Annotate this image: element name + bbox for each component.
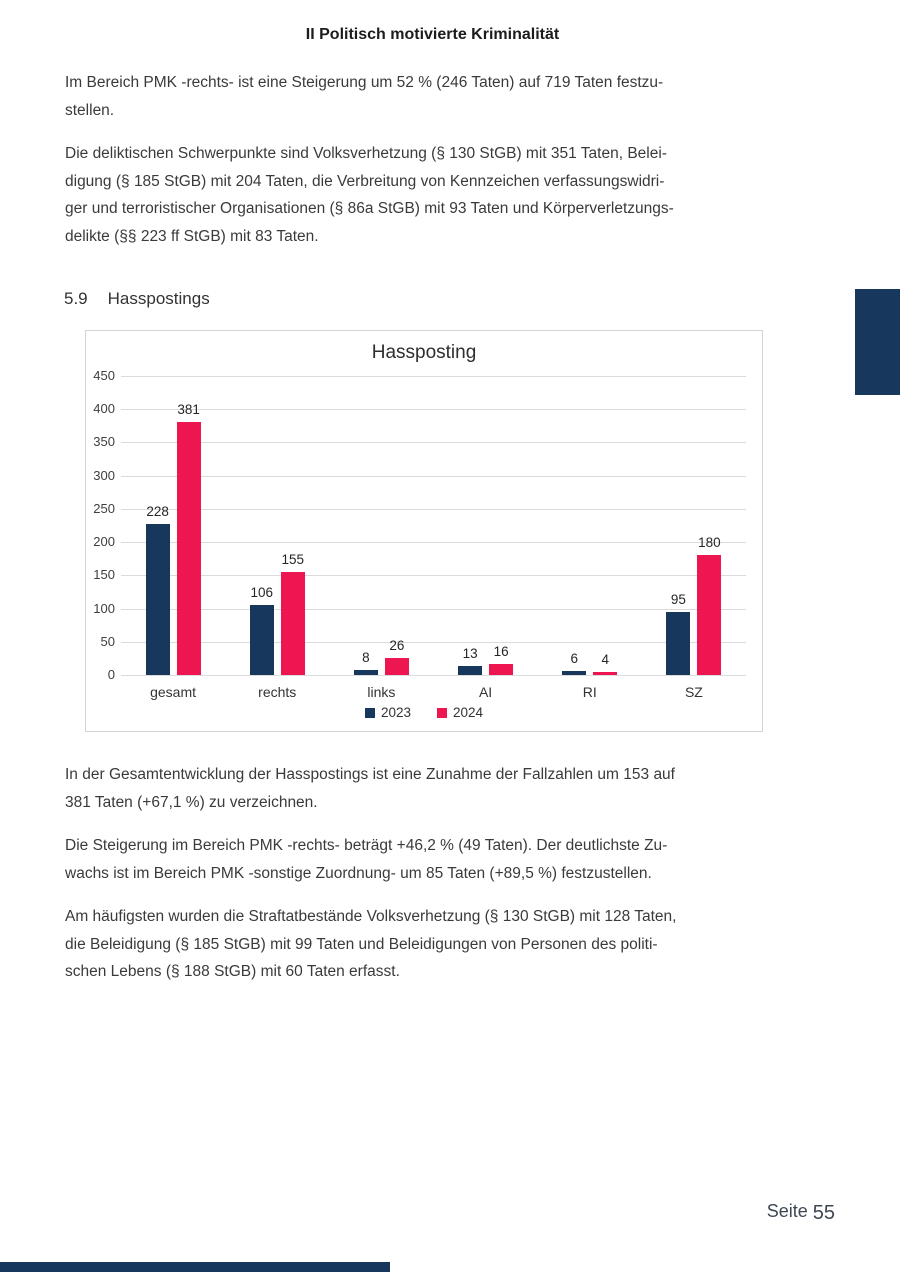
chapter-tab-marker: [855, 289, 900, 395]
gridline: [121, 442, 746, 443]
y-axis-tick-label: 200: [93, 534, 115, 550]
gridline: [121, 609, 746, 610]
chart-legend: [86, 705, 762, 720]
y-axis-tick-label: 450: [93, 368, 115, 383]
gridline: [121, 409, 746, 410]
section-number: 5.9: [64, 289, 88, 308]
bar-value-label: 26: [389, 637, 405, 653]
bar-2023-SZ: [666, 612, 690, 675]
chart-plot-area: [86, 331, 762, 731]
gridline: [121, 675, 746, 676]
bar-value-label: 4: [601, 652, 609, 668]
bar-value-label: 13: [462, 646, 478, 662]
x-axis-category-label: gesamt: [150, 684, 197, 700]
bar-value-label: 95: [670, 591, 686, 607]
x-axis-category-label: SZ: [684, 684, 703, 700]
bar-2023-links: [354, 670, 378, 675]
y-axis-tick-label: 100: [93, 600, 115, 616]
legend-swatch-2024: [437, 708, 447, 718]
bar-value-label: 8: [362, 649, 370, 665]
y-axis-tick-label: 400: [93, 401, 115, 417]
page-header-title: II Politisch motivierte Kriminalität: [305, 26, 560, 43]
bar-2024-links: [385, 658, 409, 675]
legend-label-2023: 2023: [380, 705, 411, 720]
y-axis-tick-label: 350: [93, 434, 115, 450]
gridline: [121, 476, 746, 477]
hassposting-bar-chart: [85, 330, 763, 732]
bar-value-label: 6: [570, 651, 578, 666]
bar-2023-rechts: [250, 605, 274, 675]
bar-2023-AI: [458, 666, 482, 675]
bar-value-label: 155: [281, 552, 305, 567]
paragraph-gesamtentwicklung: In der Gesamtentwicklung der Hasspostings ist eine Zunahme der Fallzahlen um 153 auf 381 Taten (+67,1 %) zu verzeichnen.: [65, 766, 675, 811]
x-axis-category-label: RI: [582, 684, 597, 700]
y-axis-tick-label: 300: [93, 467, 115, 483]
bar-value-label: 16: [493, 644, 509, 660]
paragraph-steigerung-rechts: Im Bereich PMK -rechts- ist eine Steigerung um 52 % (246 Taten) auf 719 Taten festzu- stellen.: [65, 74, 664, 119]
paragraph-straftatbestaende: Am häufigsten wurden die Straftatbestände Volksverhetzung (§ 130 StGB) mit 128 Taten, die Beleidigung (§ 185 StGB) mit 99 Taten und Beleidigungen von Personen des politi- schen Lebens (§ 188 StGB) mit 60 Taten erfasst.: [65, 908, 677, 980]
y-axis-tick-label: 250: [93, 500, 115, 516]
bar-2024-SZ: [697, 555, 721, 675]
y-axis-tick-label: 150: [93, 567, 115, 583]
bar-2024-AI: [489, 664, 513, 675]
x-axis-category-label: rechts: [258, 684, 297, 700]
legend-swatch-2023: [365, 708, 375, 718]
bar-value-label: 106: [250, 584, 274, 600]
page-number: [767, 1200, 835, 1223]
page-number-value: 55: [812, 1202, 835, 1224]
y-axis-tick-label: 50: [100, 633, 115, 649]
gridline: [121, 376, 746, 377]
bar-value-label: 381: [177, 401, 200, 417]
gridline: [121, 642, 746, 643]
x-axis-category-label: AI: [478, 684, 493, 700]
chart-title: Hassposting: [371, 342, 477, 363]
page-number-label: Seite: [766, 1201, 808, 1221]
bar-2023-RI: [562, 671, 586, 675]
section-heading-hasspostings: [64, 289, 210, 309]
bar-value-label: 180: [698, 535, 721, 551]
legend-item-2024: [437, 705, 483, 720]
footer-accent-bar: [0, 1262, 390, 1272]
gridline: [121, 542, 746, 543]
legend-label-2024: 2024: [453, 705, 484, 720]
bar-2024-gesamt: [177, 422, 201, 675]
gridline: [121, 575, 746, 576]
gridline: [121, 509, 746, 510]
paragraph-steigerung-pmk: Die Steigerung im Bereich PMK -rechts- beträgt +46,2 % (49 Taten). Der deutlichste Zu- wachs ist im Bereich PMK -sonstige Zuordnung- um 85 Taten (+89,5 %) festzustellen.: [65, 837, 668, 882]
bar-value-label: 228: [146, 503, 169, 519]
x-axis-category-label: links: [367, 684, 396, 700]
bar-2024-RI: [593, 672, 617, 675]
section-title: Hasspostings: [107, 289, 210, 308]
bar-2024-rechts: [281, 572, 305, 675]
y-axis-tick-label: 0: [107, 667, 115, 682]
bar-2023-gesamt: [146, 524, 170, 675]
legend-item-2023: [365, 705, 411, 720]
paragraph-deliktische-schwerpunkte: Die deliktischen Schwerpunkte sind Volksverhetzung (§ 130 StGB) mit 351 Taten, Belei- digung (§ 185 StGB) mit 204 Taten, die Verbreitung von Kennzeichen verfassungswidri- ger und terroristischer Organisationen (§ 86a StGB) mit 93 Taten und Körperverletzungs- delikte (§§ 223 ff StGB) mit 83 Taten.: [65, 145, 674, 245]
